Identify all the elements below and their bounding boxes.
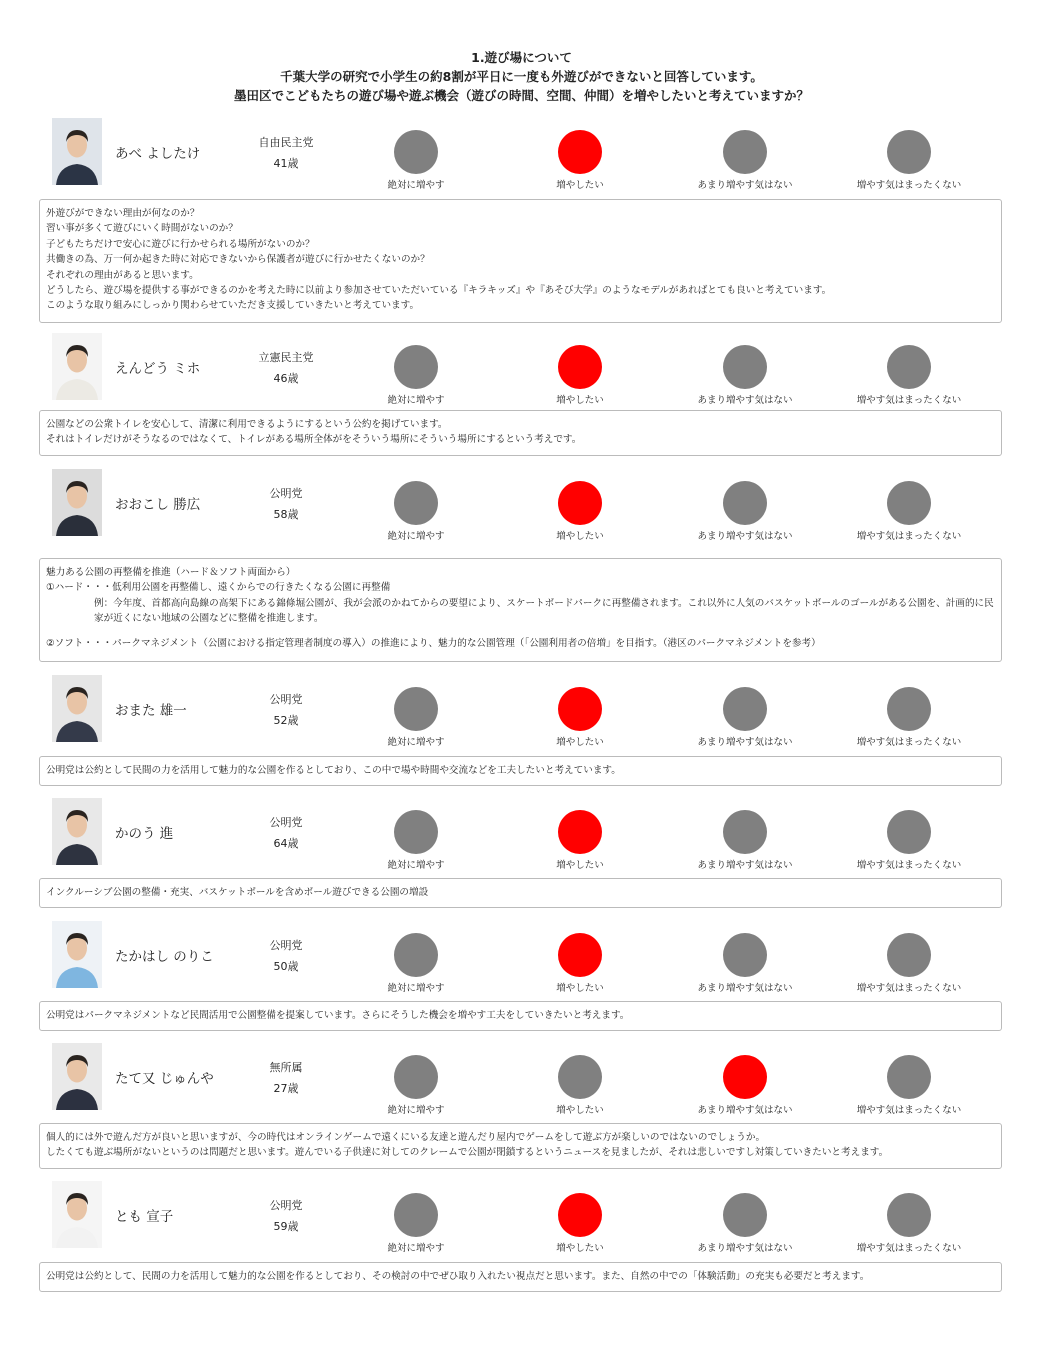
candidate-name: あべ よしたけ — [115, 146, 201, 162]
option-circle — [887, 130, 931, 174]
answer-text-line: 公園などの公衆トイレを安心して、清潔に利用できるようにするという公約を掲げています。 — [46, 419, 448, 430]
candidate-answer-box — [39, 199, 1002, 323]
option-circle — [394, 130, 438, 174]
candidate-age: 46歳 — [273, 372, 299, 385]
answer-text-line: それはトイレだけがそうなるのではなくて、トイレがある場所全体がをそういう場所にそういう場所にするという考えです。 — [46, 434, 582, 446]
option-circle — [887, 345, 931, 389]
option-label: 増やしたい — [556, 983, 604, 994]
answer-option — [510, 687, 650, 748]
option-label: あまり増やす気はない — [697, 395, 793, 406]
candidate-name: えんどう ミホ — [115, 361, 201, 377]
selected-option-circle — [723, 1055, 767, 1099]
option-circle — [394, 1193, 438, 1237]
candidate-party: 公明党 — [269, 487, 303, 500]
candidate-answer-box — [39, 878, 1002, 908]
option-circle — [723, 481, 767, 525]
answer-text-line: このような取り組みにしっかり関わらせていただき支援していきたいと考えています。 — [46, 300, 420, 312]
answer-text-line: 習い事が多くて遊びにいく時間がないのか？ — [46, 223, 238, 235]
candidate-age: 41歳 — [273, 157, 299, 170]
answer-option — [346, 1055, 486, 1116]
option-label: 増やしたい — [556, 1243, 604, 1254]
answer-text-line: 子どもたちだけで安心に遊びに行かせられる場所がないのか？ — [46, 238, 315, 250]
selected-option-circle — [558, 345, 602, 389]
answer-option — [675, 130, 815, 191]
candidate-age: 58歳 — [273, 508, 299, 521]
answer-option — [346, 481, 486, 542]
candidate-answer-box — [39, 410, 1002, 456]
option-circle — [723, 1193, 767, 1237]
candidate-answer-box — [39, 558, 1002, 662]
option-label: 増やす気はまったくない — [856, 395, 962, 406]
candidate-name: とも 宣子 — [115, 1209, 174, 1225]
option-circle — [394, 933, 438, 977]
survey-header — [0, 48, 1043, 105]
candidate-name: たかはし のりこ — [115, 949, 214, 965]
selected-option-circle — [558, 1193, 602, 1237]
option-label: あまり増やす気はない — [697, 180, 793, 191]
answer-text-line: それぞれの理由があると思います。 — [46, 269, 199, 281]
answer-option — [839, 345, 979, 406]
option-circle — [723, 687, 767, 731]
option-label: 増やしたい — [556, 531, 604, 542]
candidate-age: 52歳 — [273, 714, 299, 727]
answer-option — [675, 1055, 815, 1116]
candidate-party: 無所属 — [269, 1061, 303, 1074]
candidate-answer-box — [39, 756, 1002, 786]
answer-option — [675, 481, 815, 542]
candidate-photo — [52, 1181, 102, 1248]
option-label: あまり増やす気はない — [697, 737, 793, 748]
option-label: 増やす気はまったくない — [856, 1243, 962, 1254]
option-label: 増やす気はまったくない — [856, 1105, 962, 1116]
answer-option — [839, 810, 979, 871]
option-label: 絶対に増やす — [387, 737, 445, 748]
answer-option — [839, 1055, 979, 1116]
answer-text-line: 外遊びができない理由が何なのか？ — [46, 208, 200, 219]
candidate-party: 公明党 — [269, 693, 303, 706]
answer-option — [346, 933, 486, 994]
answer-text-line: ①ハード・・・低利用公園を再整備し、遠くからでの行きたくなる公園に再整備 — [46, 582, 391, 594]
option-circle — [394, 687, 438, 731]
option-label: 増やす気はまったくない — [856, 180, 962, 191]
answer-text-line: 例：今年度、首都高向島線の高架下にある錦條堀公園が、我が会派のかねてからの要望により、スケートボードパークに再整備されます。これ以外に人気のバスケットボールのゴールがある公園を、計画的に民家が近くにない地域の公園などに整備を推進します。 — [94, 597, 994, 625]
answer-text-line: 公明党は公約として、民間の力を活用して魅力的な公園を作るとしており、その検討の中でぜひ取り入れたい視点だと思います。また、自然の中での「体験活動」の充実も必要だと考えます。 — [46, 1271, 870, 1282]
answer-option — [839, 481, 979, 542]
option-circle — [394, 345, 438, 389]
answer-text-line: インクルーシブ公園の整備・充実、バスケットボールを含めボール遊びできる公園の増設 — [46, 887, 429, 898]
answer-option — [346, 130, 486, 191]
candidate-photo — [52, 469, 102, 536]
option-label: 絶対に増やす — [387, 860, 445, 871]
answer-text-line: どうしたら、遊び場を提供する事ができるのかを考えた時に以前より参加させていただいている『キラキッズ』や『あそび大学』のようなモデルがあればとても良いと考えています。 — [46, 285, 832, 297]
candidate-name: おまた 雄一 — [115, 703, 187, 719]
option-circle — [887, 810, 931, 854]
option-label: 増やしたい — [556, 395, 604, 406]
candidate-photo — [52, 798, 102, 865]
answer-option — [675, 810, 815, 871]
candidate-party: 立憲民主党 — [258, 351, 314, 364]
option-label: 絶対に増やす — [387, 1105, 445, 1116]
answer-option — [510, 345, 650, 406]
option-label: あまり増やす気はない — [697, 983, 793, 994]
option-label: 増やす気はまったくない — [856, 983, 962, 994]
answer-option — [675, 1193, 815, 1254]
option-circle — [394, 1055, 438, 1099]
answer-text-line: ②ソフト・・・パークマネジメント（公園における指定管理者制度の導入）の推進により、魅力的な公園管理（「公園利用者の倍増」を目指す。（港区のパークマネジメントを参考） — [46, 637, 821, 649]
option-label: 増やしたい — [556, 1105, 604, 1116]
answer-option — [346, 345, 486, 406]
candidate-party: 公明党 — [269, 816, 303, 829]
option-circle — [723, 345, 767, 389]
option-label: 増やしたい — [556, 737, 604, 748]
candidate-photo — [52, 333, 102, 400]
option-label: 増やしたい — [556, 860, 604, 871]
option-circle — [394, 810, 438, 854]
answer-text-line: 公明党は公約として民間の力を活用して魅力的な公園を作るとしており、この中で場や時間や交流などを工夫したいと考えています。 — [46, 765, 621, 776]
answer-option — [510, 1055, 650, 1116]
question-number-title: 1.遊び場について — [471, 50, 572, 65]
candidate-answer-box — [39, 1001, 1002, 1031]
option-label: 増やす気はまったくない — [856, 860, 962, 871]
option-circle — [723, 810, 767, 854]
option-label: 絶対に増やす — [387, 983, 445, 994]
candidate-party: 公明党 — [269, 939, 303, 952]
candidate-party: 公明党 — [269, 1199, 303, 1212]
answer-text-line — [46, 627, 995, 636]
selected-option-circle — [558, 933, 602, 977]
option-circle — [887, 933, 931, 977]
candidate-party: 自由民主党 — [258, 136, 314, 149]
answer-option — [510, 933, 650, 994]
answer-option — [839, 687, 979, 748]
question-text: 墨田区でこどもたちの遊び場や遊ぶ機会（遊びの時間、空間、仲間）を増やしたいと考えていますか？ — [233, 88, 809, 103]
candidate-age: 64歳 — [273, 837, 299, 850]
candidate-photo — [52, 118, 102, 185]
candidate-age: 59歳 — [273, 1220, 299, 1233]
selected-option-circle — [558, 481, 602, 525]
option-label: 絶対に増やす — [387, 180, 445, 191]
option-label: 絶対に増やす — [387, 531, 445, 542]
answer-option — [675, 687, 815, 748]
selected-option-circle — [558, 130, 602, 174]
question-context: 千葉大学の研究で小学生の約8割が平日に一度も外遊びができないと回答しています。 — [280, 69, 763, 84]
option-circle — [394, 481, 438, 525]
option-circle — [723, 933, 767, 977]
answer-option — [510, 810, 650, 871]
candidate-name: おおこし 勝広 — [115, 497, 201, 513]
option-circle — [558, 1055, 602, 1099]
option-label: あまり増やす気はない — [697, 860, 793, 871]
answer-text-line: 公明党はパークマネジメントなど民間活用で公園整備を提案しています。さらにそうした機会を増やす工夫をしていきたいと考えます。 — [46, 1010, 630, 1021]
option-circle — [887, 1193, 931, 1237]
candidate-photo — [52, 675, 102, 742]
option-circle — [887, 687, 931, 731]
option-label: あまり増やす気はない — [697, 1243, 793, 1254]
answer-option — [675, 933, 815, 994]
option-label: 絶対に増やす — [387, 1243, 445, 1254]
answer-text-line: 共働きの為、万一何か起きた時に対応できないから保護者が遊びに行かせたくないのか？ — [46, 254, 430, 266]
option-label: 増やしたい — [556, 180, 604, 191]
answer-text-line: 魅力ある公園の再整備を推進（ハード＆ソフト両面から） — [46, 567, 296, 578]
candidate-name: たて又 じゅんや — [115, 1071, 214, 1087]
answer-option — [839, 130, 979, 191]
candidate-answer-box — [39, 1123, 1002, 1169]
answer-option — [510, 481, 650, 542]
answer-option — [839, 1193, 979, 1254]
selected-option-circle — [558, 687, 602, 731]
option-label: あまり増やす気はない — [697, 1105, 793, 1116]
candidate-age: 50歳 — [273, 960, 299, 973]
option-label: 絶対に増やす — [387, 395, 445, 406]
answer-option — [675, 345, 815, 406]
option-circle — [887, 1055, 931, 1099]
candidate-name: かのう 進 — [115, 826, 174, 842]
answer-option — [839, 933, 979, 994]
answer-text-line: したくても遊ぶ場所がないというのは問題だと思います。遊んでいる子供達に対してのクレームで公園が閉鎖するというニュースを見ましたが、それは悲しいですし対策していきたいと考えます。 — [46, 1147, 889, 1159]
answer-option — [346, 810, 486, 871]
option-circle — [887, 481, 931, 525]
answer-option — [346, 687, 486, 748]
option-circle — [723, 130, 767, 174]
option-label: あまり増やす気はない — [697, 531, 793, 542]
candidate-photo — [52, 1043, 102, 1110]
answer-option — [510, 130, 650, 191]
candidate-answer-box — [39, 1262, 1002, 1292]
answer-option — [510, 1193, 650, 1254]
option-label: 増やす気はまったくない — [856, 737, 962, 748]
option-label: 増やす気はまったくない — [856, 531, 962, 542]
answer-option — [346, 1193, 486, 1254]
selected-option-circle — [558, 810, 602, 854]
candidate-photo — [52, 921, 102, 988]
candidate-age: 27歳 — [273, 1082, 299, 1095]
answer-text-line: 個人的には外で遊んだ方が良いと思いますが、今の時代はオンラインゲームで遠くにいる友達と遊んだり屋内でゲームをして遊ぶ方が楽しいのではないのでしょうか。 — [46, 1132, 766, 1143]
